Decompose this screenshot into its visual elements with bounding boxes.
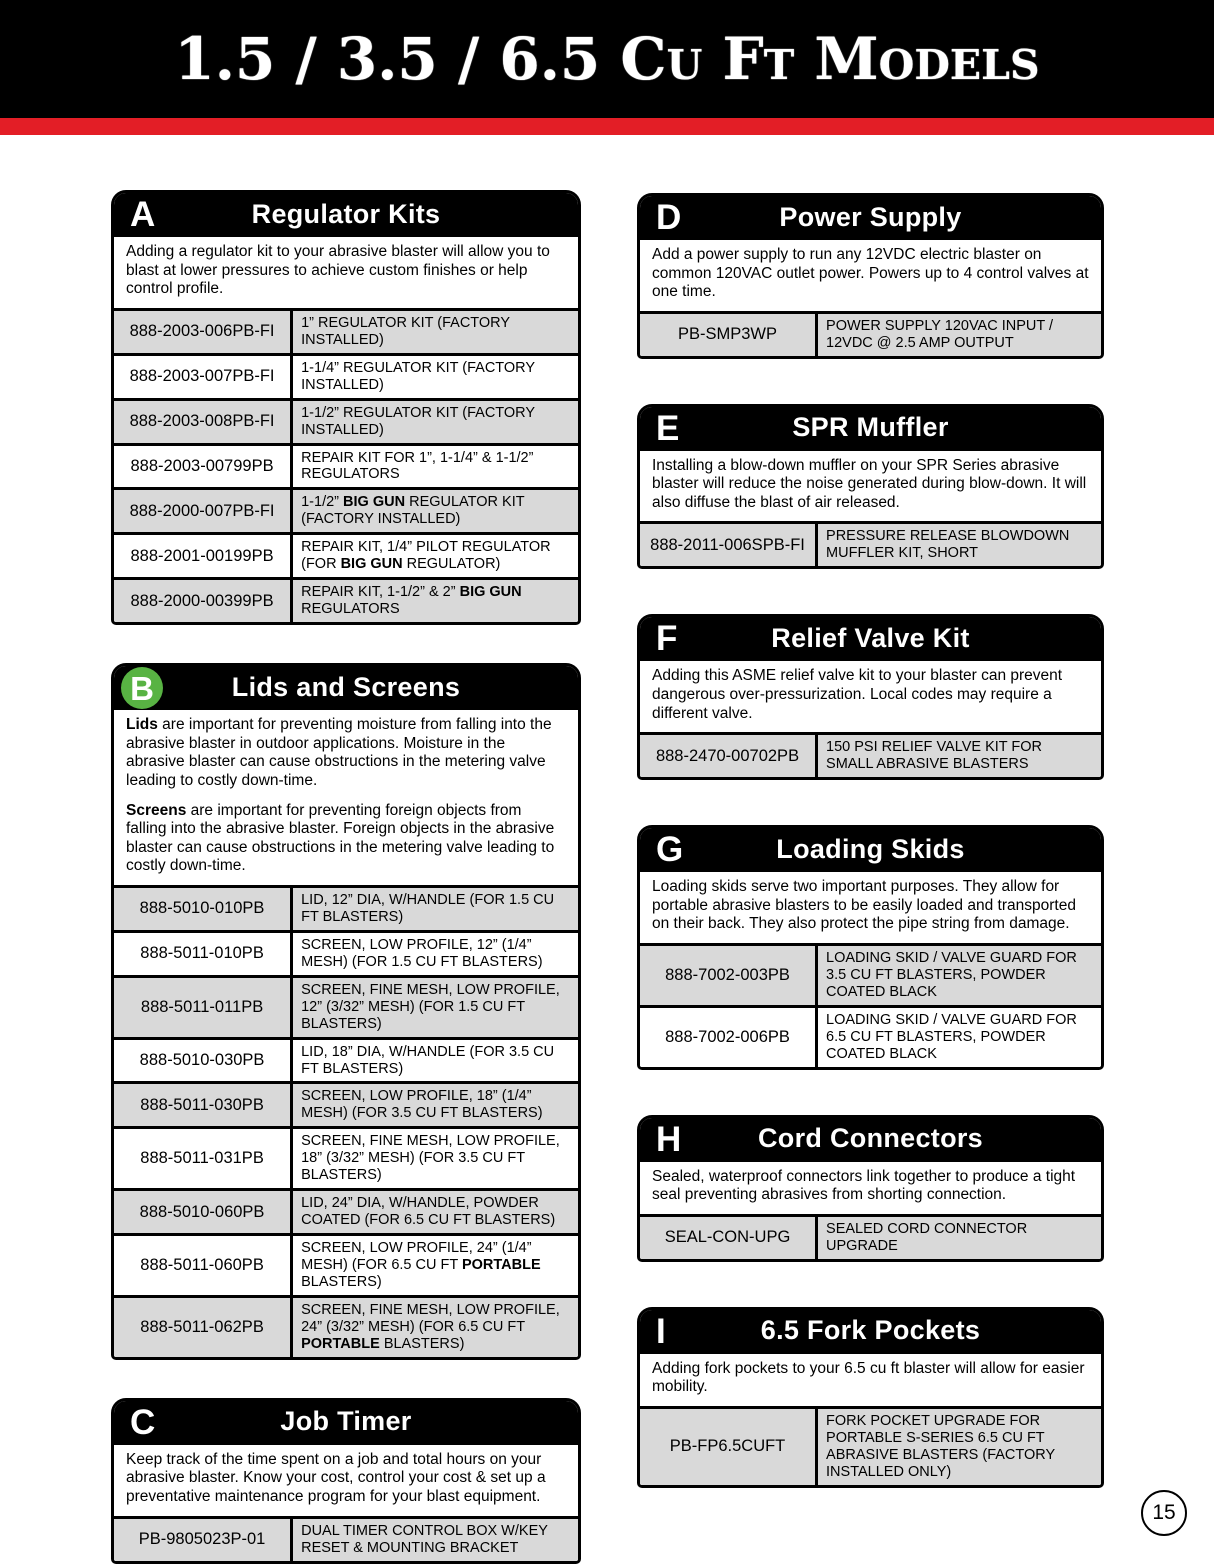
section-intro [640, 451, 1101, 522]
section-letter: A [130, 195, 156, 234]
parts-table [111, 885, 581, 1360]
section-letter: E [656, 408, 680, 448]
section-intro [114, 237, 578, 308]
section-intro [114, 1445, 578, 1516]
part-number-cell: 888-2003-006PB-FI [113, 309, 292, 354]
part-number-cell: PB-SMP3WP [639, 312, 817, 357]
part-description-cell: SCREEN, LOW PROFILE, 24” (1/4” MESH) (FOR 6.5 CU FT PORTABLE BLASTERS) [292, 1235, 580, 1297]
part-description-cell: 1-1/2” REGULATOR KIT (FACTORY INSTALLED) [292, 399, 580, 444]
part-description-cell: LOADING SKID / VALVE GUARD FOR 3.5 CU FT BLASTERS, POWDER COATED BLACK [817, 944, 1103, 1006]
part-number-cell: PB-9805023P-01 [113, 1517, 292, 1562]
part-number-cell: 888-2000-00399PB [113, 579, 292, 624]
section-header [640, 196, 1101, 240]
table-row [113, 309, 580, 354]
section-intro [114, 710, 578, 885]
section-a-regulator-kits [111, 190, 581, 625]
intro-paragraph: Installing a blow-down muffler on your SPR Series abrasive blaster will reduce the noise generated during blow-down. It will also diffuse the blast of air released. [652, 456, 1087, 511]
part-description-cell: REPAIR KIT FOR 1”, 1-1/4” & 1-1/2” REGULATORS [292, 444, 580, 489]
table-row [113, 1235, 580, 1297]
section-c-job-timer [111, 1398, 581, 1564]
part-description-cell: LID, 12” DIA, W/HANDLE (FOR 1.5 CU FT BLASTERS) [292, 886, 580, 931]
parts-table [637, 732, 1104, 780]
section-letter-badge: B [121, 667, 163, 709]
part-description-cell: SEALED CORD CONNECTOR UPGRADE [817, 1215, 1103, 1260]
part-number-cell: 888-5010-030PB [113, 1038, 292, 1083]
section-intro [640, 661, 1101, 732]
part-description-cell: 1-1/2” BIG GUN REGULATOR KIT (FACTORY INSTALLED) [292, 489, 580, 534]
table-row [113, 354, 580, 399]
section-header [114, 666, 578, 710]
table-row [113, 399, 580, 444]
section-header [640, 617, 1101, 661]
section-title: SPR Muffler [792, 412, 949, 443]
table-row [113, 1296, 580, 1358]
section-title: Power Supply [779, 201, 962, 232]
page-title: 1.5 / 3.5 / 6.5 Cu Ft Models [174, 25, 1040, 93]
part-description-cell: LID, 18” DIA, W/HANDLE (FOR 3.5 CU FT BLASTERS) [292, 1038, 580, 1083]
intro-paragraph: Sealed, waterproof connectors link together to produce a tight seal preventing abrasives from shorting connection. [652, 1167, 1076, 1204]
section-title: Regulator Kits [251, 198, 441, 229]
part-description-cell: PRESSURE RELEASE BLOWDOWN MUFFLER KIT, SHORT [817, 523, 1103, 568]
section-title: Job Timer [280, 1406, 412, 1437]
part-description-cell: FORK POCKET UPGRADE FOR PORTABLE S-SERIES 6.5 CU FT ABRASIVE BLASTERS (FACTORY INSTALLED ONLY) [817, 1407, 1103, 1486]
table-row [113, 579, 580, 624]
section-title: Cord Connectors [757, 1123, 983, 1154]
part-number-cell: 888-2003-007PB-FI [113, 354, 292, 399]
part-number-cell: 888-2003-00799PB [113, 444, 292, 489]
part-number-cell: 888-5011-010PB [113, 931, 292, 976]
part-number-cell: 888-5011-030PB [113, 1083, 292, 1128]
table-row [639, 944, 1103, 1006]
table-row [639, 1407, 1103, 1486]
page-number-value: 15 [1152, 1501, 1176, 1524]
part-description-cell: LOADING SKID / VALVE GUARD FOR 6.5 CU FT BLASTERS, POWDER COATED BLACK [817, 1006, 1103, 1068]
table-row [113, 489, 580, 534]
part-number-cell: 888-5011-060PB [113, 1235, 292, 1297]
part-number-cell: 888-5010-010PB [113, 886, 292, 931]
parts-table [637, 1214, 1104, 1262]
part-number-cell: 888-2003-008PB-FI [113, 399, 292, 444]
part-description-cell: LID, 24” DIA, W/HANDLE, POWDER COATED (FOR 6.5 CU FT BLASTERS) [292, 1190, 580, 1235]
parts-table [637, 943, 1104, 1070]
section-letter: C [130, 1402, 156, 1442]
section-letter: F [656, 619, 678, 659]
table-row [113, 886, 580, 931]
parts-table [637, 311, 1104, 359]
intro-paragraph: Screens are important for preventing foreign objects from falling into the abrasive blaster. Foreign objects in the abrasive blaster can cause obstructions in the metering valve leading to costly down-time. [126, 801, 555, 875]
section-title: Relief Valve Kit [771, 622, 970, 653]
part-number-cell: 888-2000-007PB-FI [113, 489, 292, 534]
left-column [111, 190, 581, 1564]
part-number-cell: PB-FP6.5CUFT [639, 1407, 817, 1486]
part-number-cell: 888-7002-003PB [639, 944, 817, 1006]
part-description-cell: SCREEN, FINE MESH, LOW PROFILE, 24” (3/32” MESH) (FOR 6.5 CU FT PORTABLE BLASTERS) [292, 1296, 580, 1358]
section-header [640, 828, 1101, 872]
part-description-cell: SCREEN, LOW PROFILE, 18” (1/4” MESH) (FOR 3.5 CU FT BLASTERS) [292, 1083, 580, 1128]
part-number-cell: SEAL-CON-UPG [639, 1215, 817, 1260]
section-g-loading-skids [637, 825, 1104, 1070]
intro-paragraph: Lids are important for preventing moisture from falling into the abrasive blaster in outdoor applications. Moisture in the abrasive blaster can cause obstructions in the metering valve leading to costly down-time. [126, 716, 552, 789]
section-letter: G [656, 830, 684, 870]
table-row [639, 312, 1103, 357]
section-letter: I [656, 1311, 666, 1351]
intro-paragraph: Adding a regulator kit to your abrasive blaster will allow you to blast at lower pressures to achieve custom finishes or help control profile. [126, 243, 550, 298]
table-row [113, 444, 580, 489]
page-header-banner [0, 0, 1214, 118]
section-f-relief-valve-kit [637, 614, 1104, 780]
table-row [113, 1128, 580, 1190]
part-description-cell: 1-1/4” REGULATOR KIT (FACTORY INSTALLED) [292, 354, 580, 399]
intro-paragraph: Add a power supply to run any 12VDC electric blaster on common 120VAC outlet power. Powers up to 4 control valves at one time. [652, 246, 1089, 301]
section-header [114, 193, 578, 237]
part-description-cell: SCREEN, LOW PROFILE, 12” (1/4” MESH) (FOR 1.5 CU FT BLASTERS) [292, 931, 580, 976]
section-title: Lids and Screens [231, 671, 461, 702]
table-row [639, 734, 1103, 779]
section-e-spr-muffler [637, 404, 1104, 570]
parts-table [637, 1406, 1104, 1488]
section-header [640, 1118, 1101, 1162]
section-letter: D [656, 198, 682, 237]
intro-paragraph: Keep track of the time spent on a job and total hours on your abrasive blaster. Know your cost, control your cost & set up a preventative maintenance program for your blast equipment. [126, 1450, 546, 1506]
section-intro [640, 872, 1101, 943]
intro-paragraph: Adding this ASME relief valve kit to your blaster can prevent dangerous over-pressurization. Local codes may require a different valve. [652, 667, 1063, 722]
red-accent-stripe [0, 118, 1214, 135]
intro-paragraph: Adding fork pockets to your 6.5 cu ft blaster will allow for easier mobility. [652, 1359, 1085, 1396]
part-description-cell: SCREEN, FINE MESH, LOW PROFILE, 12” (3/32” MESH) (FOR 1.5 CU FT BLASTERS) [292, 976, 580, 1038]
page-number [1141, 1490, 1187, 1536]
intro-paragraph: Loading skids serve two important purposes. They allow for portable abrasive blasters to be easily loaded and transported on their back. They also protect the pipe string from damage. [652, 878, 1076, 933]
part-number-cell: 888-2011-006SPB-FI [639, 523, 817, 568]
table-row [113, 931, 580, 976]
table-row [113, 976, 580, 1038]
table-row [639, 1215, 1103, 1260]
part-description-cell: REPAIR KIT, 1-1/2” & 2” BIG GUN REGULATORS [292, 579, 580, 624]
part-number-cell: 888-2470-00702PB [639, 734, 817, 779]
part-description-cell: 1” REGULATOR KIT (FACTORY INSTALLED) [292, 309, 580, 354]
section-intro [640, 1354, 1101, 1406]
section-header [640, 407, 1101, 451]
section-b-lids-and-screens [111, 663, 581, 1360]
section-header [114, 1401, 578, 1445]
table-row [639, 523, 1103, 568]
parts-table [637, 521, 1104, 569]
parts-table [111, 308, 581, 625]
part-description-cell: 150 PSI RELIEF VALVE KIT FOR SMALL ABRASIVE BLASTERS [817, 734, 1103, 779]
part-description-cell: POWER SUPPLY 120VAC INPUT / 12VDC @ 2.5 AMP OUTPUT [817, 312, 1103, 357]
section-i-fork-pockets [637, 1307, 1104, 1488]
table-row [113, 1038, 580, 1083]
section-h-cord-connectors [637, 1115, 1104, 1262]
table-row [113, 534, 580, 579]
section-header [640, 1310, 1101, 1354]
part-number-cell: 888-5011-031PB [113, 1128, 292, 1190]
table-row [113, 1190, 580, 1235]
right-column [637, 193, 1104, 1488]
part-description-cell: REPAIR KIT, 1/4” PILOT REGULATOR (FOR BIG GUN REGULATOR) [292, 534, 580, 579]
section-title: Loading Skids [776, 833, 965, 864]
section-letter: H [656, 1119, 682, 1159]
part-number-cell: 888-5010-060PB [113, 1190, 292, 1235]
table-row [113, 1083, 580, 1128]
part-number-cell: 888-2001-00199PB [113, 534, 292, 579]
part-number-cell: 888-5011-011PB [113, 976, 292, 1038]
part-number-cell: 888-5011-062PB [113, 1296, 292, 1358]
section-title: 6.5 Fork Pockets [760, 1315, 981, 1346]
section-d-power-supply [637, 193, 1104, 359]
section-intro [640, 240, 1101, 311]
table-row [639, 1006, 1103, 1068]
part-number-cell: 888-7002-006PB [639, 1006, 817, 1068]
part-description-cell: DUAL TIMER CONTROL BOX W/KEY RESET & MOUNTING BRACKET [292, 1517, 580, 1562]
part-description-cell: SCREEN, FINE MESH, LOW PROFILE, 18” (3/32” MESH) (FOR 3.5 CU FT BLASTERS) [292, 1128, 580, 1190]
section-intro [640, 1162, 1101, 1214]
